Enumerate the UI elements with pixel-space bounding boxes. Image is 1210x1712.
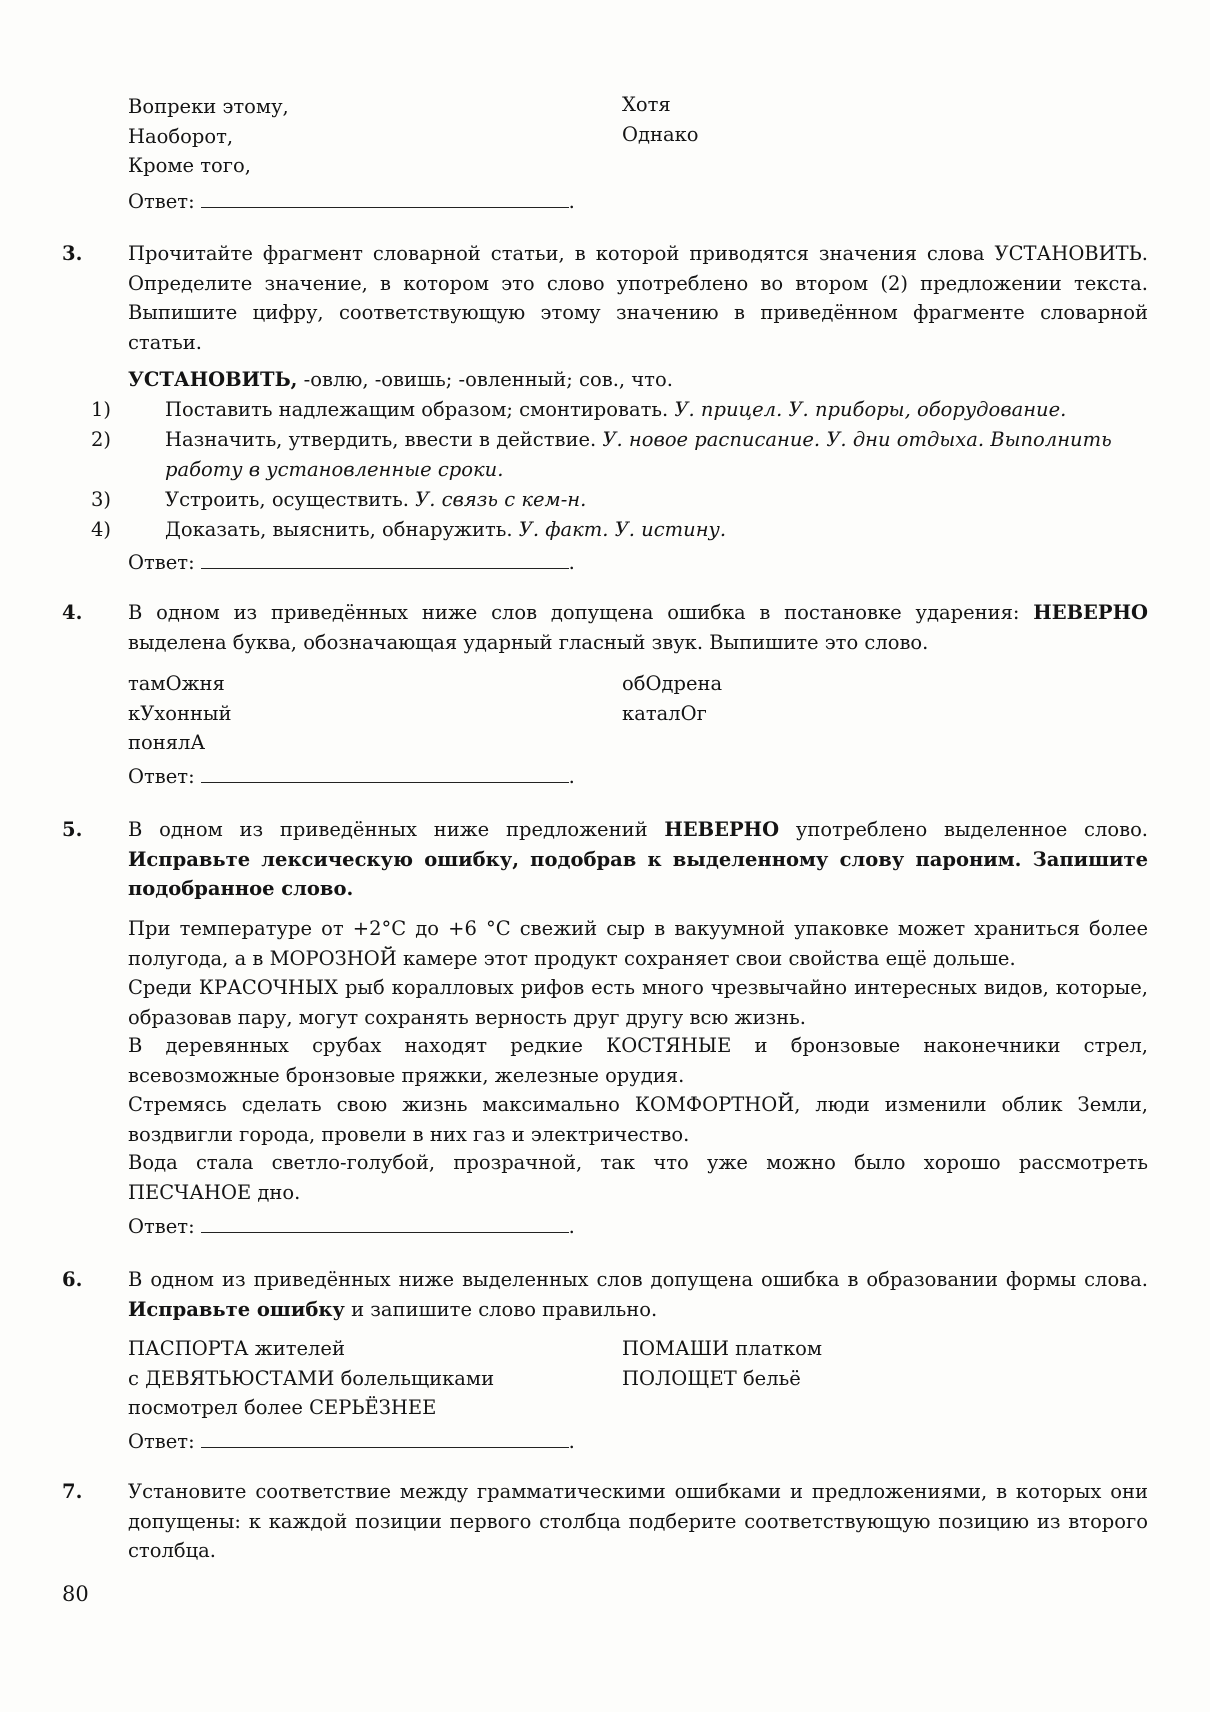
dictionary-entry: 2) Назначить, утвердить, ввести в действие. У. новое расписание. У. дни отдыха. Выполнить работу в установленные сроки. — [91, 428, 1112, 481]
headword-grammar: -овлю, -овишь; -овленный; сов., что. — [297, 368, 673, 391]
answer-line: Ответ: . — [128, 1427, 575, 1457]
answer-blank[interactable] — [201, 548, 569, 569]
word-option: ПАСПОРТА жителей — [128, 1337, 345, 1360]
word-option: Вопреки этому, — [128, 95, 289, 118]
answer-line: Ответ: . — [128, 187, 575, 217]
task3-intro: Прочитайте фрагмент словарной статьи, в которой приводятся значения слова УСТАНОВИТЬ. Определите значение, в котором это слово употреблено во втором (2) предложении текста. Выпишите цифру, соответствующую этому значению в приведённом фрагменте словарной статьи. — [128, 242, 1148, 354]
answer-line: Ответ: . — [128, 1212, 575, 1242]
word-option: понялА — [128, 731, 206, 754]
word-option: тамОжня — [128, 672, 225, 695]
task6-left-words — [128, 1334, 494, 1423]
task-number: 3. — [62, 242, 83, 265]
task4-intro: В одном из приведённых ниже слов допущена ошибка в постановке ударения: НЕВЕРНО выделена буква, обозначающая ударный гласный звук. Выпишите это слово. — [128, 601, 1148, 654]
answer-blank[interactable] — [201, 1212, 569, 1233]
answer-line: Ответ: . — [128, 762, 575, 792]
word-option: Хотя — [622, 93, 671, 116]
dictionary-headword-line — [128, 365, 1148, 395]
headword: УСТАНОВИТЬ, — [128, 368, 298, 391]
answer-label: Ответ: — [128, 765, 195, 788]
task5-sentence: Среди КРАСОЧНЫХ рыб коралловых рифов есть много чрезвычайно интересных видов, которые, образовав пару, могут сохранять верность друг другу всю жизнь. — [128, 976, 1148, 1029]
answer-label: Ответ: — [128, 1430, 195, 1453]
task5-sentence: Вода стала светло-голубой, прозрачной, так что уже можно было хорошо рассмотреть ПЕСЧАНОЕ дно. — [128, 1151, 1148, 1204]
word-option: каталОг — [622, 701, 707, 725]
page-number: 80 — [62, 1582, 89, 1606]
word-option: ПОЛОЩЕТ бельё — [622, 1366, 801, 1390]
answer-blank[interactable] — [201, 1427, 569, 1448]
word-option: Кроме того, — [128, 154, 251, 177]
task-number: 6. — [62, 1268, 83, 1291]
dictionary-entry: 4) Доказать, выяснить, обнаружить. У. факт. У. истину. — [91, 518, 727, 541]
task-number: 5. — [62, 818, 83, 841]
task4-right-words — [622, 669, 722, 728]
task5-sentence: В деревянных срубах находят редкие КОСТЯНЫЕ и бронзовые наконечники стрел, всевозможные бронзовые пряжки, железные орудия. — [128, 1034, 1148, 1087]
word-option: посмотрел более СЕРЬЁЗНЕЕ — [128, 1396, 437, 1419]
prev-task-right-words — [622, 90, 699, 149]
dictionary-entry: 3) Устроить, осуществить. У. связь с кем-н. — [91, 488, 587, 511]
dictionary-entry: 1) Поставить надлежащим образом; смонтировать. У. прицел. У. приборы, оборудование. — [91, 398, 1067, 421]
word-option: обОдрена — [622, 672, 723, 695]
task5-intro: В одном из приведённых ниже предложений НЕВЕРНО употреблено выделенное слово. Исправьте лексическую ошибку, подобрав к выделенному слову пароним. Запишите подобранное слово. — [128, 818, 1149, 900]
word-option: кУхонный — [128, 701, 232, 725]
task-number: 4. — [62, 601, 83, 624]
task5-sentence: При температуре от +2°С до +6 °С свежий сыр в вакуумной упаковке может храниться более полугода, а в МОРОЗНОЙ камере этот продукт сохраняет свои свойства ещё дольше. — [128, 917, 1148, 970]
answer-blank[interactable] — [201, 187, 569, 208]
word-option: Наоборот, — [128, 124, 234, 148]
answer-label: Ответ: — [128, 190, 195, 213]
answer-label: Ответ: — [128, 1215, 195, 1238]
task6-intro: В одном из приведённых ниже выделенных слов допущена ошибка в образовании формы слова. Исправьте ошибку и запишите слово правильно. — [128, 1268, 1148, 1321]
answer-blank[interactable] — [201, 762, 569, 783]
task7-intro: Установите соответствие между грамматическими ошибками и предложениями, в которых они допущены: к каждой позиции первого столбца подберите соответствующую позицию из второго столбца. — [128, 1480, 1148, 1562]
task4-left-words — [128, 669, 232, 758]
word-option: с ДЕВЯТЬЮСТАМИ болельщиками — [128, 1366, 495, 1390]
task5-sentence: Стремясь сделать свою жизнь максимально КОМФОРТНОЙ, люди изменили облик Земли, воздвигли города, провели в них газ и электричество. — [128, 1093, 1148, 1146]
task6-right-words — [622, 1334, 822, 1393]
word-option: ПОМАШИ платком — [622, 1337, 823, 1360]
answer-label: Ответ: — [128, 551, 195, 574]
answer-line: Ответ: . — [128, 548, 575, 578]
prev-task-left-words — [128, 92, 289, 181]
word-option: Однако — [622, 122, 699, 146]
task-number: 7. — [62, 1480, 83, 1503]
